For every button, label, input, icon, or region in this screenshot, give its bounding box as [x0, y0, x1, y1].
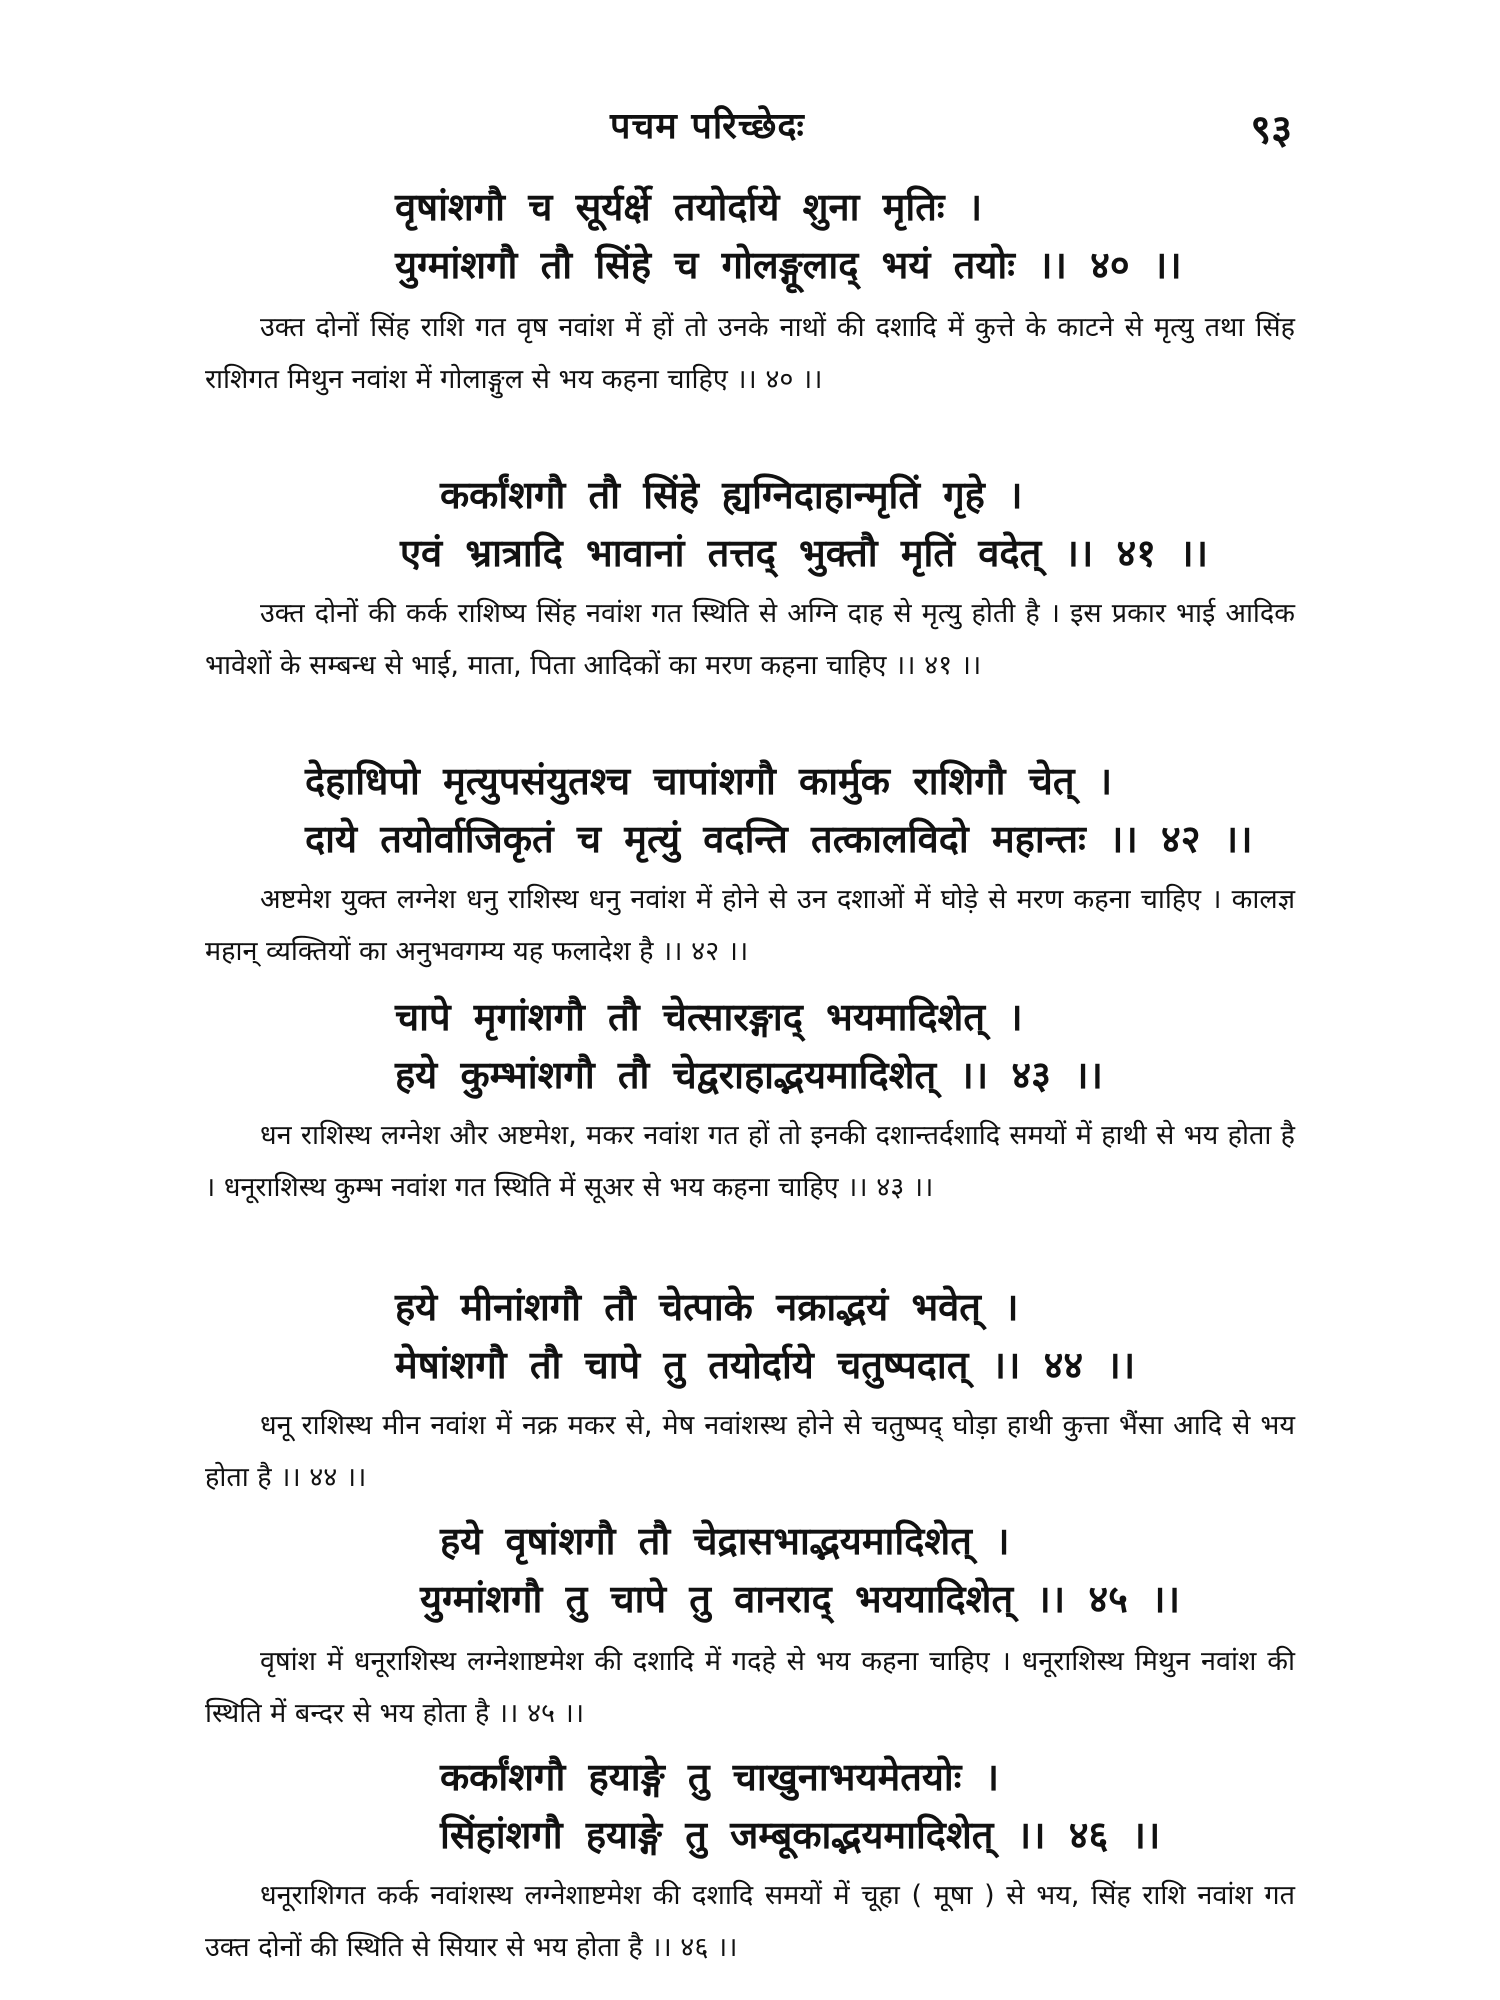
verse-42: [0, 752, 1500, 868]
verse-41: [0, 466, 1500, 582]
verse-line: दाये तयोर्वाजिकृतं च मृत्युं वदन्ति तत्कालविदो महान्तः ।। ४२ ।।: [305, 817, 1253, 861]
verse-46: [0, 1748, 1500, 1864]
verse-45: [0, 1512, 1500, 1628]
verse-line: वृषांशगौ च सूर्यर्क्षे तयोर्दाये शुना मृतिः ।: [395, 185, 983, 229]
verse-line: हये वृषांशगौ तौ चेद्रासभाद्भयमादिशेत् ।: [440, 1519, 1010, 1563]
verse-line: सिंहांशगौ हयाङ्गे तु जम्बूकाद्भयमादिशेत् ।। ४६ ।।: [440, 1813, 1161, 1857]
verse-line: चापे मृगांशगौ तौ चेत्सारङ्गाद् भयमादिशेत् ।: [395, 995, 1023, 1039]
commentary-40: उक्त दोनों सिंह राशि गत वृष नवांश में हों तो उनके नाथों की दशादि में कुत्ते के काटने से मृत्यु तथा सिंह राशिगत मिथुन नवांश में गोलाङ्गुल से भय कहना चाहिए ।। ४० ।।: [205, 312, 1295, 395]
verse-line: युग्मांशगौ तु चापे तु वानराद् भययादिशेत् ।। ४५ ।।: [420, 1577, 1180, 1621]
page-number: ९३: [1250, 107, 1292, 153]
commentary-41: उक्त दोनों की कर्क राशिष्य सिंह नवांश गत स्थिति से अग्नि दाह से मृत्यु होती है । इस प्रकार भाई आदिक भावेशों के सम्बन्ध से भाई, माता, पिता आदिकों का मरण कहना चाहिए ।। ४१ ।।: [205, 598, 1295, 681]
verse-43: [0, 988, 1500, 1104]
commentary-46: धनूराशिगत कर्क नवांशस्थ लग्नेशाष्टमेश की दशादि समयों में चूहा ( मूषा ) से भय, सिंह राशि नवांश गत उक्त दोनों की स्थिति से सियार से भय होता है ।। ४६ ।।: [205, 1880, 1295, 1963]
commentary-43: धन राशिस्थ लग्नेश और अष्टमेश, मकर नवांश गत हों तो इनकी दशान्तर्दशादि समयों में हाथी से भय होता है । धनूराशिस्थ कुम्भ नवांश गत स्थिति में सूअर से भय कहना चाहिए ।। ४३ ।।: [205, 1120, 1295, 1203]
commentary-45: वृषांश में धनूराशिस्थ लग्नेशाष्टमेश की दशादि में गदहे से भय कहना चाहिए । धनूराशिस्थ मिथुन नवांश की स्थिति में बन्दर से भय होता है ।। ४५ ।।: [205, 1646, 1295, 1729]
verse-line: देहाधिपो मृत्युपसंयुतश्च चापांशगौ कार्मुक राशिगौ चेत् ।: [305, 759, 1113, 803]
verse-line: कर्कांशगौ तौ सिंहे ह्यग्निदाहान्मृतिं गृहे ।: [440, 473, 1023, 517]
verse-line: हये मीनांशगौ तौ चेत्पाके नक्राद्भयं भवेत् ।: [395, 1285, 1019, 1329]
page-header: [0, 100, 1500, 160]
commentary-42: अष्टमेश युक्त लग्नेश धनु राशिस्थ धनु नवांश में होने से उन दशाओं में घोड़े से मरण कहना चाहिए । कालज्ञ महान् व्यक्तियों का अनुभवगम्य यह फलादेश है ।। ४२ ।।: [205, 884, 1295, 967]
verse-40: [0, 178, 1500, 294]
verse-line: एवं भ्रात्रादि भावानां तत्तद् भुक्तौ मृतिं वदेत् ।। ४१ ।।: [400, 531, 1209, 575]
running-title: पचम परिच्छेदः: [610, 106, 805, 147]
verse-line: कर्कांशगौ हयाङ्गे तु चाखुनाभयमेतयोः ।: [440, 1755, 1000, 1799]
verse-line: मेषांशगौ तौ चापे तु तयोर्दाये चतुष्पदात् ।। ४४ ।।: [395, 1343, 1136, 1387]
verse-line: युग्मांशगौ तौ सिंहे च गोलङ्गूलाद् भयं तयोः ।। ४० ।।: [395, 243, 1182, 287]
commentary-44: धनू राशिस्थ मीन नवांश में नक्र मकर से, मेष नवांशस्थ होने से चतुष्पद् घोड़ा हाथी कुत्ता भैंसा आदि से भय होता है ।। ४४ ।।: [205, 1410, 1295, 1493]
verse-line: हये कुम्भांशगौ तौ चेद्वराहाद्भयमादिशेत् ।। ४३ ।।: [395, 1053, 1103, 1097]
verse-44: [0, 1278, 1500, 1394]
